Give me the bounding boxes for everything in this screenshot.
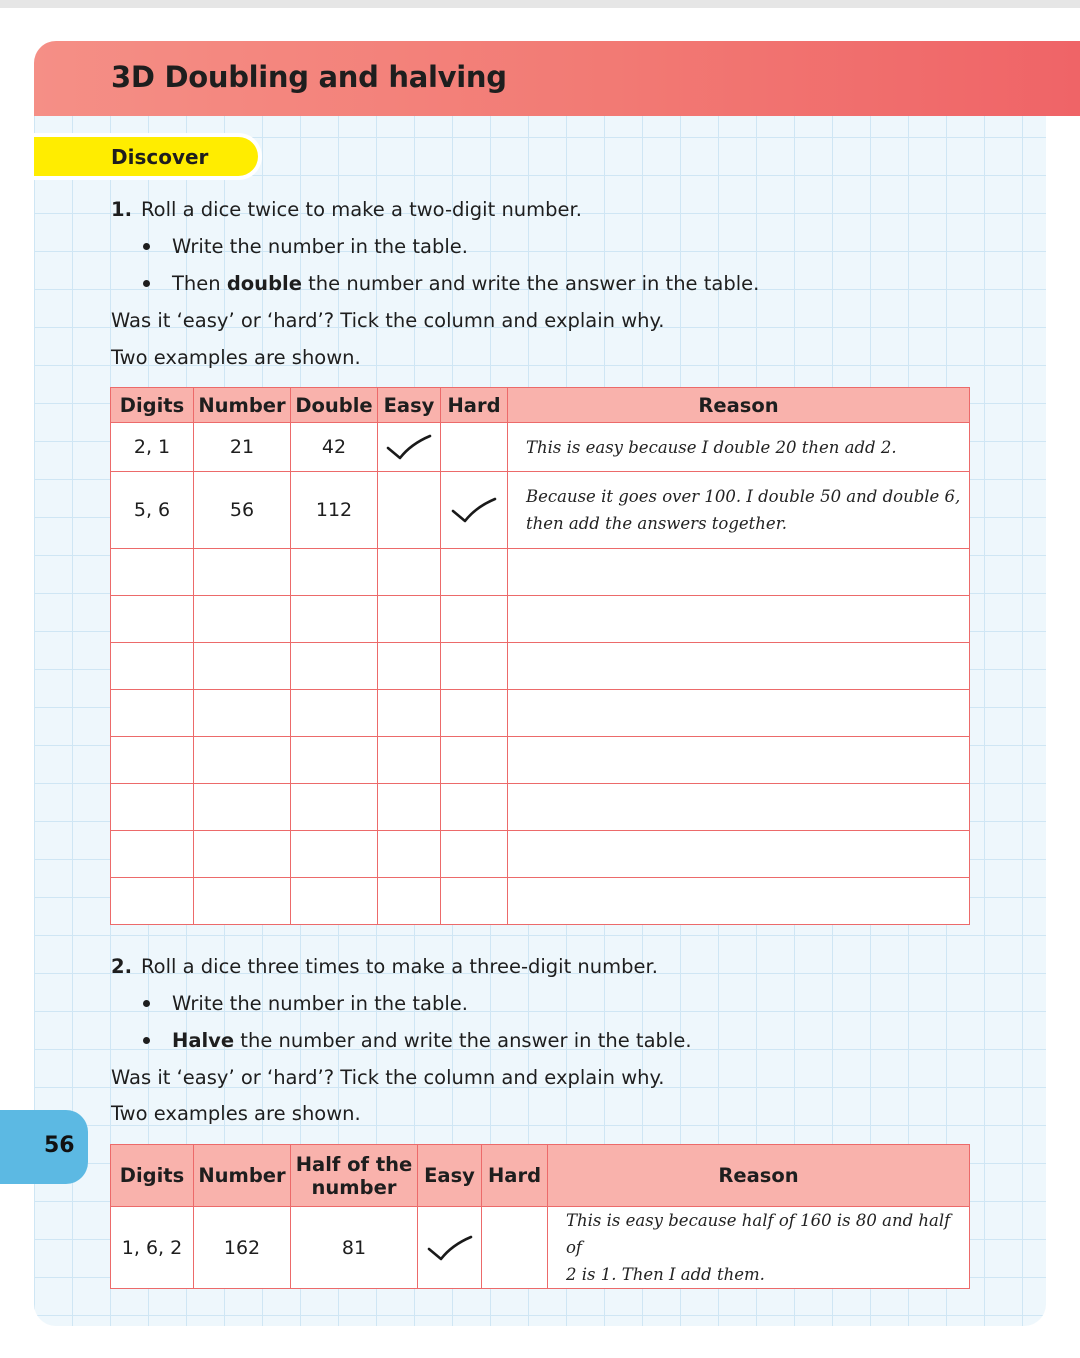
q2-question: Was it ‘easy’ or ‘hard’? Tick the column and explain why. xyxy=(111,1066,665,1089)
q1-table-header-row xyxy=(111,388,970,423)
easy-cell[interactable] xyxy=(378,472,441,549)
empty-table-row xyxy=(111,878,970,925)
q1-bullet-2-post: the number and write the answer in the table. xyxy=(301,272,760,295)
reason-line-2: then add the answers together. xyxy=(526,514,788,533)
q2-table-header-row xyxy=(111,1145,970,1207)
digits-cell: 5, 6 xyxy=(111,472,194,549)
number-cell: 162 xyxy=(194,1207,291,1289)
hard-cell[interactable] xyxy=(441,423,508,472)
col-header-number: Number xyxy=(194,1145,291,1207)
q1-bullet-1: Write the number in the table. xyxy=(172,235,468,258)
hard-cell[interactable] xyxy=(441,472,508,549)
reason-cell[interactable] xyxy=(548,1207,970,1289)
page-number: 56 xyxy=(44,1133,75,1158)
hard-cell[interactable] xyxy=(482,1207,548,1289)
table-row xyxy=(111,472,970,549)
q1-bullet-2 xyxy=(172,272,759,296)
col-header-double: Double xyxy=(291,388,378,423)
number-cell: 21 xyxy=(194,423,291,472)
q2-bullet-1: Write the number in the table. xyxy=(172,992,468,1015)
col-header-reason: Reason xyxy=(508,388,970,423)
tick-icon xyxy=(385,433,433,461)
q2-bullet-2-bold: Halve xyxy=(172,1029,235,1052)
reason-line-1: This is easy because half of 160 is 80 and half of xyxy=(566,1211,951,1257)
q1-bullet-2-pre: Then xyxy=(172,272,227,295)
q2-number: 2. xyxy=(111,955,132,978)
q1-table xyxy=(110,387,970,925)
top-strip xyxy=(0,0,1080,8)
empty-table-row xyxy=(111,549,970,596)
col-header-easy: Easy xyxy=(378,388,441,423)
reason-line-1: This is easy because I double 20 then add 2. xyxy=(526,437,897,457)
q1-number: 1. xyxy=(111,198,132,221)
col-header-half xyxy=(291,1145,418,1207)
col-header-hard: Hard xyxy=(482,1145,548,1207)
q1-bullet-2-bold: double xyxy=(226,272,302,295)
easy-cell[interactable] xyxy=(378,423,441,472)
empty-table-row xyxy=(111,643,970,690)
bullet-icon xyxy=(143,243,150,250)
q2-table xyxy=(110,1144,970,1289)
half-cell: 81 xyxy=(291,1207,418,1289)
q2-bullet-2 xyxy=(172,1029,692,1053)
digits-cell: 1, 6, 2 xyxy=(111,1207,194,1289)
table-row xyxy=(111,1207,970,1289)
tick-icon xyxy=(450,496,498,524)
col-header-reason: Reason xyxy=(548,1145,970,1207)
q1-instruction xyxy=(111,198,582,222)
reason-cell[interactable] xyxy=(508,472,970,549)
tick-icon xyxy=(426,1234,474,1262)
col-header-half-line-1: Half of the xyxy=(295,1152,413,1176)
q2-instruction-text: Roll a dice three times to make a three-digit number. xyxy=(141,955,658,978)
easy-cell[interactable] xyxy=(418,1207,482,1289)
empty-table-row xyxy=(111,737,970,784)
col-header-number: Number xyxy=(194,388,291,423)
bullet-icon xyxy=(143,1037,150,1044)
empty-table-row xyxy=(111,831,970,878)
number-cell: 56 xyxy=(194,472,291,549)
q2-examples-note: Two examples are shown. xyxy=(111,1102,361,1125)
col-header-digits: Digits xyxy=(111,1145,194,1207)
digits-cell: 2, 1 xyxy=(111,423,194,472)
empty-table-row xyxy=(111,784,970,831)
empty-table-row xyxy=(111,596,970,643)
double-cell: 42 xyxy=(291,423,378,472)
empty-table-row xyxy=(111,690,970,737)
double-cell: 112 xyxy=(291,472,378,549)
reason-line-2: 2 is 1. Then I add them. xyxy=(566,1265,765,1284)
q2-bullet-2-post: the number and write the answer in the table. xyxy=(234,1029,692,1052)
q1-question: Was it ‘easy’ or ‘hard’? Tick the column and explain why. xyxy=(111,309,665,332)
col-header-hard: Hard xyxy=(441,388,508,423)
col-header-easy: Easy xyxy=(418,1145,482,1207)
table-row xyxy=(111,423,970,472)
q1-instruction-text: Roll a dice twice to make a two-digit number. xyxy=(141,198,582,221)
col-header-half-line-2: number xyxy=(311,1175,397,1199)
col-header-digits: Digits xyxy=(111,388,194,423)
lesson-title: 3D Doubling and halving xyxy=(111,60,507,94)
reason-cell[interactable] xyxy=(508,423,970,472)
bullet-icon xyxy=(143,1000,150,1007)
bullet-icon xyxy=(143,280,150,287)
reason-line-1: Because it goes over 100. I double 50 and double 6, xyxy=(526,487,961,506)
discover-label: Discover xyxy=(111,145,209,169)
q2-instruction xyxy=(111,955,658,979)
q1-examples-note: Two examples are shown. xyxy=(111,346,361,369)
